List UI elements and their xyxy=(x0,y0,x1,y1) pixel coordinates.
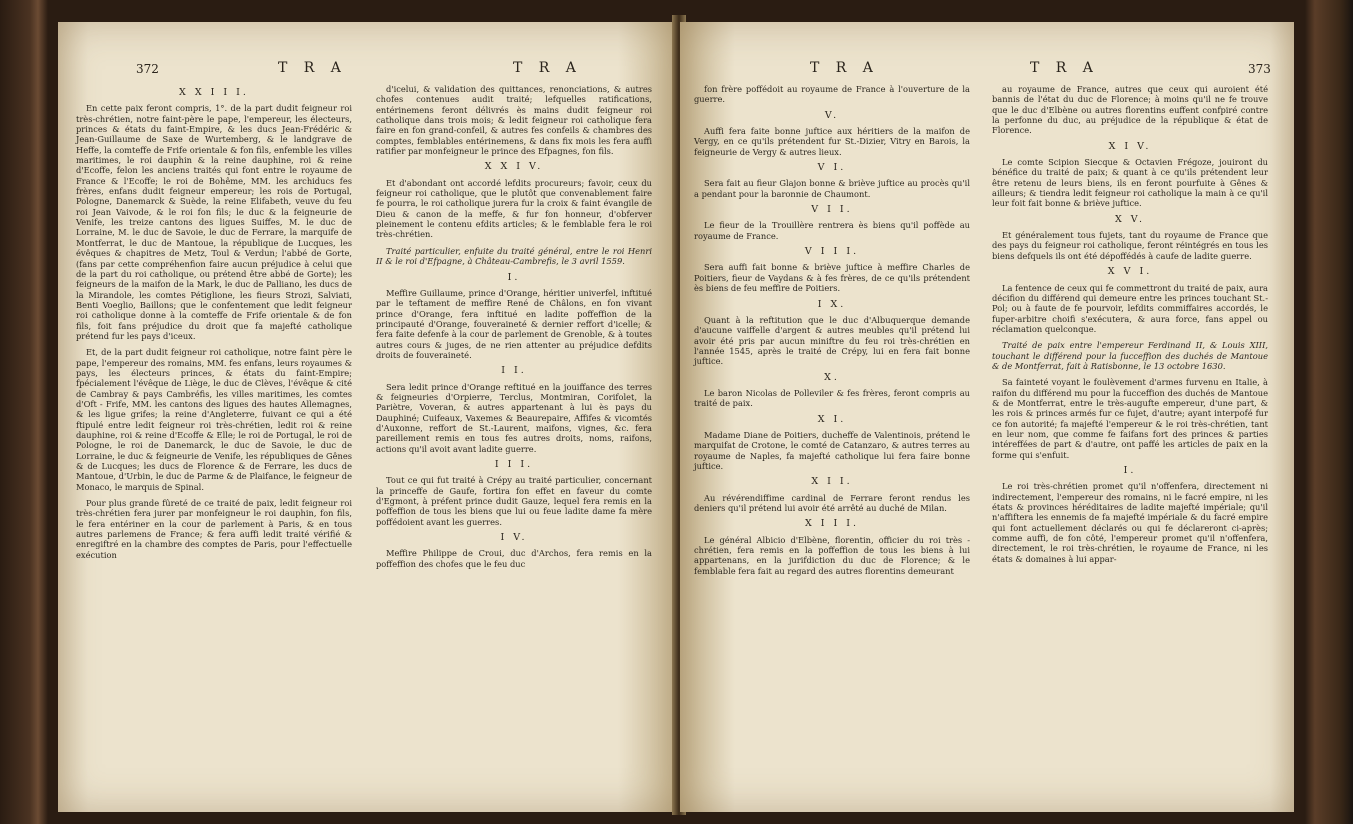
article-heading: I X. xyxy=(817,298,847,310)
article-heading: I I. xyxy=(501,365,527,377)
paragraph: Le comte Scipion Siecque & Octavien Frégoze, jouiront du bénéfice du traité de paix; & quant à ce qu'ils prétendent leur être retenu de leurs biens, ils en feront pourfuite à Gênes & ailleurs; & tiendra ledit feigneur roi catholique la main à ce qu'il leur foit fait bonne & briève juftice. xyxy=(992,157,1268,209)
paragraph: Sera fait au fieur Glajon bonne & briève juftice au procès qu'il a pendant pour la baronnie de Chaumont. xyxy=(694,178,970,199)
article-heading: V. xyxy=(824,109,840,121)
article-heading: X X I I I. xyxy=(179,87,249,98)
paragraph: Et généralement tous fujets, tant du royaume de France que des pays du feigneur roi catholique, feront réintégrés en tous les biens defquels ils ont été dépoffédés à caufe de ladite guerre. xyxy=(992,230,1268,261)
paragraph: La fentence de ceux qui fe commettront du traité de paix, aura décifion du différend qui demeure entre les princes touchant St.-Pol; ou à faute de fe pourvoir, lefdits commiffaires accordés, le fuper-arbitre choifi s'exécutera, & aura force, fans appel ou réclamation quelconque. xyxy=(992,282,1268,334)
paragraph: Tout ce qui fut traité à Crépy au traité particulier, concernant la princeffe de Gaufe, fortira fon effet en faveur du comte d'Egmont, à préfent prince dudit Gauze, lequel fera remis en la poffeffion de tous les biens que lui ou feue ladite dame fa mère poffédoient avant les guerres. xyxy=(376,475,652,527)
left-page xyxy=(58,22,676,812)
paragraph: Quant à la reftitution que le duc d'Albuquerque demande d'aucune vaiffelle d'argent & autres meubles qu'il prétend lui avoir été pris par aucun miniftre du feu roi très-chrétien en l'année 1545, après le traité de Crépy, lui en fera fait bonne juftice. xyxy=(694,314,970,367)
paragraph: au royaume de France, autres que ceux qui auroient été bannis de l'état du duc de Florence; à moins qu'il ne fe trouve que le duc d'Elbène ou autres florentins euffent confpiré contre la perfonne du duc, au préjudice de la république & état de Florence. xyxy=(992,84,1268,136)
paragraph: Auffi fera faite bonne juftice aux héritiers de la maifon de Vergy, en ce qu'ils prétendent fur St.-Dizier, Vitry en Barois, la feigneurie de Vergy & autres lieux. xyxy=(694,126,970,157)
paragraph: En cette paix feront compris, 1°. de la part dudit feigneur roi très-chrétien, notre faint-père le pape, l'empereur, les électeurs, princes & états du faint-Empire, & les ducs Jean-Frédéric & Jean-Guillaume de Saxe de Wurtemberg, & le landgrave de Heffe, la comteffe de Frife orientale & fon fils, enfemble les villes maritimes, le roi dauphin & la reine dauphine, roi & reine d'Ecoffe, felon les anciens traités qui font entre le royaume de France & l'Ecoffe; le roi de Bohême, MM. les archiducs fes frères, enfans dudit feigneur empereur; les rois de Portugal, Pologne, Danemarck & Suède, la reine Elifabeth, veuve du feu roi Jean Vaivode, & le roi fon fils; le duc & la feigneurie de Venife, les treize cantons des ligues Suiffes, M. le duc de Lorraine, M. le duc de Savoie, le duc de Ferrare, la marquife de Montferrat, le duc de Mantoue, la république de Lucques, les évêques & chapitres de Metz, Toul & Verdun; l'abbé de Gorte, (fans par cette compréhenfion faire aucun préjudice à celui que de la part du roi catholique, ou prétend être abbé de Gorte); les feigneurs de la maifon de la Mark, le duc de Palliano, les ducs de la Mirandole, les comtes Pétiglione, les fieurs Strozi, Salviati, Benti Voeglio, Baillons; que le confentement que ledit feigneur roi catholique donne à la comteffe de Frife orientale & de fon fils, foit fans préjudice du droit que fa majefté catholique prétend fur les pays d'iceux. xyxy=(76,103,352,341)
article-heading: X I V. xyxy=(1108,140,1152,152)
left-column-1 xyxy=(76,84,352,566)
paragraph: Pour plus grande fûreté de ce traité de paix, ledit feigneur roi très-chrétien fera jurer par monfeigneur le roi dauphin, fon fils, le fera entériner en la cour de parlement à Paris, & en tous autres parlemens de France; & fera auffi ledit traité vérifié & enregiftré en la chambre des comptes de Paris, pour l'effectuelle exécution xyxy=(76,498,352,560)
treaty-title: Traité de paix entre l'empereur Ferdinand II, & Louis XIII, touchant le différend pour la fucceffion des duchés de Mantoue & de Montferrat, fait à Ratisbonne, le 13 octobre 1630. xyxy=(992,340,1268,371)
paragraph: Sera ledit prince d'Orange reftitué en la jouiffance des terres & feigneuries d'Orpierre, Terclus, Montmiran, Corifolet, la Pariètre, Voveran, & autres appartenant à lui ès pays du Dauphiné; Cuifeaux, Vaxemes & Beaurepaire, Affifes & vicomtés d'Auxonne, reffort de St.-Laurent, maifons, vignes, &c. fera pareillement remis en tous fes autres droits, noms, raifons, actions qu'il avoit avant ladite guerre. xyxy=(376,381,652,454)
paragraph: Au révérendiffime cardinal de Ferrare feront rendus les deniers qu'il prétend lui avoir été arrêté au duché de Milan. xyxy=(694,492,970,513)
paragraph: Meffire Philippe de Croui, duc d'Archos, fera remis en la poffeffion des chofes que le feu duc xyxy=(376,548,652,569)
paragraph: Et d'abondant ont accordé lefdits procureurs; favoir, ceux du feigneur roi catholique, que le plutôt que convenablement faire fe pourra, le roi catholique jurera fur la croix & faint évangile de Dieu & canon de la meffe, & fur fon honneur, d'obferver pleinement le contenu efdits articles; & le femblable fera le roi très-chrétien. xyxy=(376,177,652,240)
article-heading: X V. xyxy=(1114,213,1145,225)
right-column-2 xyxy=(992,84,1268,570)
right-column-1 xyxy=(694,84,970,582)
paragraph: Sera auffi fait bonne & briève juftice à meffire Charles de Poitiers, fieur de Vaydans & à fes frères, de ce qu'ils prétendent ès biens de feu meffire de Poitiers. xyxy=(694,262,970,294)
paragraph: Madame Diane de Poitiers, ducheffe de Valentinois, prétend le marquifat de Crotone, le comté de Catanzaro, & autres terres au royaume de Naples, fa majefté catholique lui fera faire bonne juftice. xyxy=(694,429,970,471)
article-heading: X I. xyxy=(817,413,847,425)
article-heading: I I I. xyxy=(494,459,534,470)
right-running-head-2: T R A xyxy=(1030,60,1099,76)
paragraph: d'icelui, & validation des quittances, renonciations, & autres chofes contenues audit traité; lefquelles ratifications, entérinemens feront délivrés ès mains dudit feigneur roi catholique dans trois mois; & ledit feigneur roi catholique fera faire en fon grand-confeil, & autres fes confeils & chambres des comptes, femblables entérinemens, & dans fix mois les fera auffi ratifier par monfeigneur le prince des Efpagnes, fon fils. xyxy=(376,84,652,157)
article-heading: I. xyxy=(507,271,521,283)
paragraph: Et, de la part dudit feigneur roi catholique, notre faint père le pape, l'empereur des romains, MM. fes enfans, leurs royaumes & pays, les électeurs princes, & états du faint-Empire; fpécialement l'évêque de Liège, le duc de Clèves, l'évêque & cité de Cambray & pays Cambréfis, les villes maritimes, les comtes d'Oft - Frife, MM. les cantons des ligues des hautes Allemagnes, & les ligue grifes; la reine d'Angleterre, fuivant ce qui a été ftipulé entre ledit feigneur roi très-chrétien, ledit roi & reine dauphine, roi & reine d'Ecoffe & Elle; le roi de Portugal, le roi de Pologne, le roi de Danemarck, le duc de Savoie, le duc de Lorraine, le duc & feigneurie de Venife, les républiques de Gênes & de Lucques; les ducs de Florence & de Ferrare, les ducs de Mantoue, d'Urbin, le duc de Parme & de Plaifance, le feigneur de Monaco, le marquis de Spinal. xyxy=(76,347,352,492)
left-running-head: T R A xyxy=(278,60,347,76)
article-heading: V I I I. xyxy=(804,246,860,258)
paragraph: Le général Albicio d'Elbène, florentin, officier du roi très - chrétien, fera remis en la poffeffion de tous les biens à lui appartenans, en la jurifdiction du duc de Florence; & le femblable fera fait au regard des autres florentins demeurant xyxy=(694,534,970,576)
paragraph: fon frère poffédoit au royaume de France à l'ouverture de la guerre. xyxy=(694,84,970,105)
paragraph: Meffire Guillaume, prince d'Orange, héritier univerfel, inftitué par le teftament de meffire René de Châlons, en fon vivant prince d'Orange, fera inftitué en ladite poffeffion de la principauté d'Orange, fouveraineté & dernier reffort d'icelle; & fera faite defenfe à la cour de parlement de Grenoble, & à toutes autres cours & juges, de ne rien attenter au préjudice defdits droits de fouveraineté. xyxy=(376,287,652,360)
paragraph: Le baron Nicolas de Polleviler & fes frères, feront compris au traité de paix. xyxy=(694,387,970,409)
left-page-number: 372 xyxy=(136,62,159,76)
article-heading: X I I. xyxy=(811,476,853,488)
left-column-2 xyxy=(376,84,652,575)
article-heading: V I. xyxy=(817,162,847,174)
article-heading: X X I V. xyxy=(484,161,544,173)
right-page-number: 373 xyxy=(1248,62,1271,76)
right-running-head: T R A xyxy=(810,60,879,76)
article-heading: X I I I. xyxy=(804,518,860,530)
article-heading: X V I. xyxy=(1107,266,1153,278)
right-page xyxy=(680,22,1294,812)
paragraph: Le roi très-chrétien promet qu'il n'offenfera, directement ni indirectement, l'empereur des romains, ni le facré empire, ni les états & provinces héréditaires de ladite majefté impériale; qu'il n'affiftera les ennemis de fa majefté impériale & du facré empire qui font actuellement déclarés ou qui fe déclareront ci-après; comme auffi, de fon côté, l'empereur promet qu'il n'offenfera, directement, le roi très-chrétien, le royaume de France, ni les états & domaines à lui appar- xyxy=(992,481,1268,564)
left-running-head-2: T R A xyxy=(513,60,582,76)
article-heading: X. xyxy=(824,371,840,383)
paragraph: Le fieur de la Trouillère rentrera ès biens qu'il poffède au royaume de France. xyxy=(694,220,970,241)
article-heading: I V. xyxy=(500,532,528,544)
article-heading: V I I. xyxy=(811,204,853,216)
paragraph: Sa fainteté voyant le foulèvement d'armes furvenu en Italie, à raifon du différend mu pour la fucceffion des duchés de Mantoue & de Montferrat, entre le très-augufte empereur, d'une part, & les rois & princes armés fur ce fujet, d'autre; ayant interpofé fur ce fon autorité; fa majefté l'empereur & le roi très-chrétien, tant en leur nom, que comme fe faifans fort des princes & parties intéreffées de part & d'autre, ont paffé les articles de paix en la forme qui s'enfuit. xyxy=(992,377,1268,460)
article-heading: I. xyxy=(1123,465,1137,476)
treaty-title: Traité particulier, enfuite du traité général, entre le roi Henri II & le roi d'Efpagne, à Château-Cambrefis, le 3 avril 1559. xyxy=(376,245,652,267)
